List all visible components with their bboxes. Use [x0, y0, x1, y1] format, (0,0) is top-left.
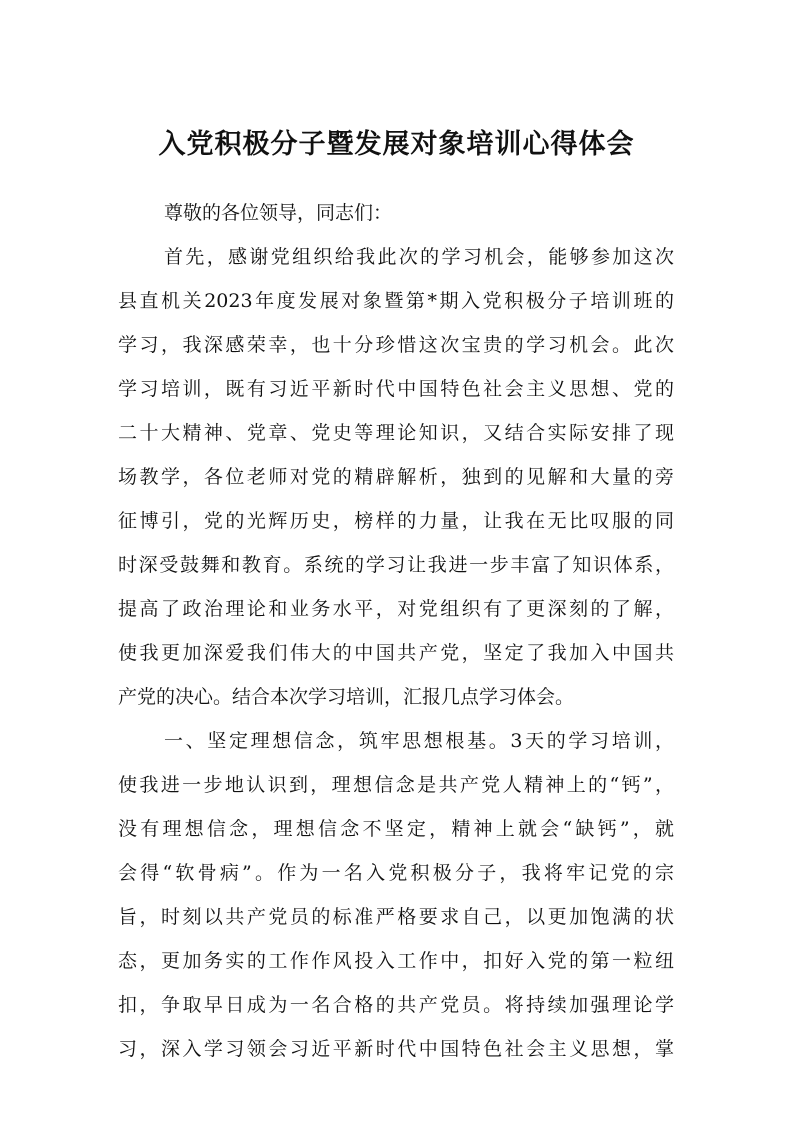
paragraph-line: 提高了政治理论和业务水平，对党组织有了更深刻的了解， — [118, 598, 674, 620]
paragraph-line: 产党的决心。结合本次学习培训，汇报几点学习体会。 — [118, 686, 575, 708]
paragraph-line: 首先，感谢党组织给我此次的学习机会，能够参加这次 — [164, 246, 674, 268]
paragraph-line: 学习培训，既有习近平新时代中国特色社会主义思想、党的 — [118, 378, 674, 400]
paragraph-line: 习，深入学习领会习近平新时代中国特色社会主义思想，掌 — [118, 1038, 674, 1060]
salutation-line: 尊敬的各位领导，同志们： — [164, 202, 393, 224]
paragraph-line: 没有理想信念，理想信念不坚定，精神上就会“缺钙”，就 — [118, 818, 674, 840]
paragraph-line: 县直机关2023年度发展对象暨第*期入党积极分子培训班的 — [118, 290, 674, 312]
paragraph-line: 会得“软骨病”。作为一名入党积极分子，我将牢记党的宗 — [118, 862, 674, 884]
paragraph-line: 态，更加务实的工作作风投入工作中，扣好入党的第一粒纽 — [118, 950, 674, 972]
document-body — [118, 191, 674, 1071]
paragraph-line: 一、坚定理想信念，筑牢思想根基。3天的学习培训， — [164, 730, 674, 752]
paragraph-line: 时深受鼓舞和教育。系统的学习让我进一步丰富了知识体系， — [118, 554, 674, 576]
document-title: 入党积极分子暨发展对象培训心得体会 — [158, 129, 635, 160]
paragraph-line: 扣，争取早日成为一名合格的共产党员。将持续加强理论学 — [118, 994, 674, 1016]
paragraph-line: 使我更加深爱我们伟大的中国共产党，坚定了我加入中国共 — [118, 642, 674, 664]
paragraph-line: 学习，我深感荣幸，也十分珍惜这次宝贵的学习机会。此次 — [118, 334, 674, 356]
paragraph-line: 旨，时刻以共产党员的标准严格要求自己，以更加饱满的状 — [118, 906, 674, 928]
paragraph-line: 使我进一步地认识到，理想信念是共产党人精神上的“钙”， — [118, 774, 674, 796]
paragraph-line: 场教学，各位老师对党的精辟解析，独到的见解和大量的旁 — [118, 466, 674, 488]
paragraph-line: 征博引，党的光辉历史，榜样的力量，让我在无比叹服的同 — [118, 510, 674, 532]
paragraph-line: 二十大精神、党章、党史等理论知识，又结合实际安排了现 — [118, 422, 674, 444]
